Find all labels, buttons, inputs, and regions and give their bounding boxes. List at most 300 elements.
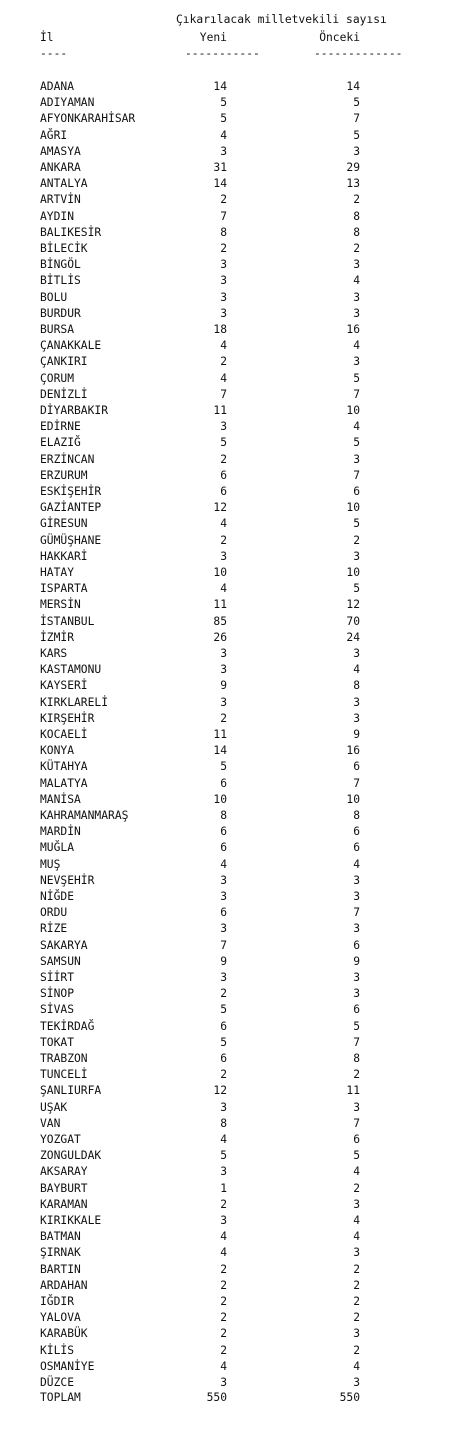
table-row (0, 79, 466, 95)
table-row (0, 192, 466, 208)
table-row (0, 338, 466, 354)
province-name: NİĞDE (40, 890, 75, 903)
onceki-value: 5 (353, 371, 360, 385)
province-name: KÜTAHYA (40, 760, 88, 774)
total-yeni: 550 (206, 1391, 227, 1404)
yeni-value: 1 (220, 1181, 227, 1195)
onceki-value: 2 (353, 193, 360, 207)
table-row (0, 614, 466, 630)
onceki-value: 7 (353, 387, 360, 401)
onceki-value: 8 (353, 679, 360, 693)
province-name: SİİRT (40, 971, 75, 984)
table-row (0, 516, 466, 532)
province-name: KARS (40, 647, 68, 660)
province-name: NEVŞEHİR (40, 873, 95, 887)
table-row (0, 743, 466, 759)
province-name: KASTAMONU (40, 663, 102, 677)
table-row (0, 128, 466, 144)
yeni-value: 3 (220, 873, 227, 887)
table-row (0, 1375, 466, 1391)
province-name: KIRIKKALE (40, 1214, 102, 1227)
separator-row (0, 46, 466, 62)
onceki-value: 3 (353, 647, 360, 660)
onceki-value: 13 (346, 177, 360, 191)
yeni-value: 3 (220, 971, 227, 984)
yeni-value: 3 (220, 144, 227, 158)
yeni-value: 7 (220, 387, 227, 401)
table-row (0, 695, 466, 711)
province-name: TRABZON (40, 1052, 88, 1065)
onceki-value: 16 (346, 744, 360, 758)
province-name: MUĞLA (40, 841, 75, 855)
table-row (0, 1083, 466, 1099)
table-row (0, 225, 466, 241)
table-row (0, 273, 466, 289)
yeni-value: 6 (220, 485, 227, 498)
province-name: RİZE (40, 922, 68, 936)
province-name: DÜZCE (40, 1376, 75, 1389)
table-row (0, 1100, 466, 1116)
onceki-value: 8 (353, 809, 360, 822)
table-row (0, 1002, 466, 1018)
onceki-value: 6 (353, 938, 360, 952)
yeni-value: 4 (220, 1359, 227, 1373)
onceki-value: 2 (353, 1343, 360, 1357)
onceki-value: 3 (353, 290, 360, 304)
yeni-value: 11 (213, 598, 227, 612)
onceki-value: 8 (353, 1052, 360, 1065)
province-name: BİLECİK (40, 242, 88, 255)
onceki-value: 6 (353, 1003, 360, 1017)
column-header-yeni: Yeni (199, 31, 227, 44)
onceki-value: 6 (353, 1133, 360, 1146)
total-row (0, 1390, 466, 1406)
onceki-value: 10 (346, 792, 360, 806)
table-row (0, 970, 466, 986)
onceki-value: 7 (353, 112, 360, 126)
column-header-onceki: Önceki (319, 31, 360, 44)
province-name: KIRKLARELİ (40, 695, 109, 709)
table-row (0, 1278, 466, 1294)
yeni-value: 8 (220, 1116, 227, 1130)
onceki-value: 2 (353, 1311, 360, 1325)
province-name: ŞIRNAK (40, 1246, 81, 1260)
province-name: KARABÜK (40, 1327, 88, 1341)
onceki-value: 11 (346, 1084, 360, 1098)
yeni-value: 3 (220, 663, 227, 677)
province-name: ISPARTA (40, 582, 88, 596)
yeni-value: 3 (220, 274, 227, 288)
province-name: AĞRI (40, 128, 68, 142)
yeni-value: 14 (213, 80, 227, 93)
yeni-value: 6 (220, 841, 227, 855)
yeni-value: 2 (220, 1197, 227, 1211)
yeni-value: 6 (220, 1052, 227, 1065)
yeni-value: 3 (220, 922, 227, 936)
table-row (0, 889, 466, 905)
table-row (0, 387, 466, 403)
province-name: ARTVİN (40, 193, 81, 207)
total-onceki: 550 (339, 1391, 360, 1404)
yeni-value: 5 (220, 96, 227, 110)
province-name: AKSARAY (40, 1165, 88, 1179)
province-name: ŞANLIURFA (40, 1084, 102, 1098)
yeni-value: 5 (220, 1149, 227, 1163)
table-row (0, 1294, 466, 1310)
province-name: İSTANBUL (40, 614, 95, 628)
onceki-value: 3 (353, 987, 360, 1001)
table-row (0, 1132, 466, 1148)
yeni-value: 6 (220, 906, 227, 920)
onceki-value: 4 (353, 339, 360, 353)
yeni-value: 3 (220, 647, 227, 660)
yeni-value: 8 (220, 809, 227, 822)
province-name: BATMAN (40, 1230, 81, 1244)
header-row (0, 30, 466, 46)
table-row (0, 371, 466, 387)
onceki-value: 3 (353, 1246, 360, 1260)
province-name: YOZGAT (40, 1133, 81, 1146)
yeni-value: 10 (213, 792, 227, 806)
onceki-value: 5 (353, 582, 360, 596)
yeni-value: 6 (220, 825, 227, 839)
onceki-value: 3 (353, 971, 360, 984)
province-name: MUŞ (40, 857, 61, 871)
province-name: ÇANKIRI (40, 355, 88, 369)
province-name: SAKARYA (40, 938, 88, 952)
province-name: ESKİŞEHİR (40, 485, 102, 498)
yeni-value: 4 (220, 128, 227, 142)
province-name: ÇORUM (40, 371, 75, 385)
province-name: BURSA (40, 323, 75, 336)
province-name: TOKAT (40, 1035, 75, 1049)
table-row (0, 808, 466, 824)
onceki-value: 3 (353, 452, 360, 466)
onceki-value: 7 (353, 1116, 360, 1130)
province-name: AFYONKARAHİSAR (40, 112, 136, 126)
onceki-value: 2 (353, 1181, 360, 1195)
yeni-value: 12 (213, 1084, 227, 1098)
yeni-value: 2 (220, 452, 227, 466)
yeni-value: 4 (220, 371, 227, 385)
onceki-value: 8 (353, 209, 360, 223)
onceki-value: 5 (353, 517, 360, 531)
onceki-value: 3 (353, 549, 360, 563)
yeni-value: 5 (220, 1003, 227, 1017)
onceki-value: 3 (353, 355, 360, 369)
table-row (0, 727, 466, 743)
table-row (0, 646, 466, 662)
table-row (0, 549, 466, 565)
province-name: MANİSA (40, 792, 81, 806)
onceki-value: 8 (353, 225, 360, 239)
table-row (0, 954, 466, 970)
onceki-value: 3 (353, 1376, 360, 1389)
onceki-value: 3 (353, 890, 360, 903)
onceki-value: 3 (353, 873, 360, 887)
onceki-value: 9 (353, 954, 360, 968)
table-row (0, 1326, 466, 1342)
province-name: BARTIN (40, 1262, 81, 1276)
onceki-value: 2 (353, 1068, 360, 1082)
yeni-value: 5 (220, 112, 227, 126)
province-name: KIRŞEHİR (40, 711, 95, 725)
onceki-value: 7 (353, 906, 360, 920)
table-row (0, 160, 466, 176)
onceki-value: 2 (353, 533, 360, 547)
province-name: ELAZIĞ (40, 436, 81, 450)
onceki-value: 4 (353, 274, 360, 288)
table-row (0, 565, 466, 581)
table-row (0, 403, 466, 419)
province-name: ZONGULDAK (40, 1149, 102, 1163)
onceki-value: 6 (353, 485, 360, 498)
province-name: KOCAELİ (40, 728, 88, 741)
table-row (0, 776, 466, 792)
onceki-value: 29 (346, 161, 360, 174)
table-row (0, 1245, 466, 1261)
yeni-value: 6 (220, 468, 227, 482)
table-row (0, 95, 466, 111)
yeni-value: 2 (220, 193, 227, 207)
province-name: BAYBURT (40, 1181, 88, 1195)
yeni-value: 11 (213, 728, 227, 741)
yeni-value: 2 (220, 242, 227, 255)
table-row (0, 711, 466, 727)
onceki-value: 10 (346, 404, 360, 417)
yeni-value: 2 (220, 711, 227, 725)
onceki-value: 5 (353, 1149, 360, 1163)
table-row (0, 1164, 466, 1180)
province-name: ÇANAKKALE (40, 339, 102, 353)
onceki-value: 2 (353, 242, 360, 255)
yeni-value: 4 (220, 1230, 227, 1244)
table-row (0, 759, 466, 775)
province-name: ERZİNCAN (40, 452, 95, 466)
onceki-value: 70 (346, 614, 360, 628)
province-name: TUNCELİ (40, 1068, 88, 1082)
province-name: GAZİANTEP (40, 501, 102, 515)
yeni-value: 14 (213, 177, 227, 191)
yeni-value: 2 (220, 987, 227, 1001)
yeni-value: 31 (213, 161, 227, 174)
yeni-value: 4 (220, 339, 227, 353)
onceki-value: 4 (353, 1230, 360, 1244)
onceki-value: 2 (353, 1295, 360, 1308)
onceki-value: 3 (353, 1100, 360, 1114)
table-row (0, 1019, 466, 1035)
table-row (0, 662, 466, 678)
yeni-value: 4 (220, 582, 227, 596)
column-header-il: İl (40, 31, 54, 44)
table-row (0, 581, 466, 597)
table-row (0, 176, 466, 192)
onceki-value: 2 (353, 1278, 360, 1292)
table-row (0, 840, 466, 856)
table-row (0, 678, 466, 694)
province-name: SAMSUN (40, 954, 81, 968)
table-row (0, 322, 466, 338)
yeni-value: 2 (220, 533, 227, 547)
separator-il: ---- (40, 47, 68, 60)
province-name: ADANA (40, 80, 75, 93)
yeni-value: 3 (220, 290, 227, 304)
province-name: AMASYA (40, 144, 81, 158)
yeni-value: 26 (213, 630, 227, 644)
table-title: Çıkarılacak milletvekili sayısı (176, 13, 387, 26)
table-row (0, 1051, 466, 1067)
onceki-value: 4 (353, 1214, 360, 1227)
table-row (0, 1148, 466, 1164)
province-name: EDİRNE (40, 420, 81, 434)
yeni-value: 5 (220, 436, 227, 450)
yeni-value: 7 (220, 938, 227, 952)
yeni-value: 3 (220, 1376, 227, 1389)
province-name: UŞAK (40, 1100, 68, 1114)
table-row (0, 533, 466, 549)
table-row (0, 419, 466, 435)
table-row (0, 792, 466, 808)
yeni-value: 9 (220, 679, 227, 693)
onceki-value: 4 (353, 1359, 360, 1373)
table-row (0, 905, 466, 921)
yeni-value: 5 (220, 1035, 227, 1049)
yeni-value: 2 (220, 1311, 227, 1325)
table-row (0, 1067, 466, 1083)
yeni-value: 4 (220, 857, 227, 871)
table-row (0, 1310, 466, 1326)
province-name: BALIKESİR (40, 225, 102, 239)
province-name: YALOVA (40, 1311, 81, 1325)
onceki-value: 3 (353, 1327, 360, 1341)
onceki-value: 3 (353, 711, 360, 725)
table-row (0, 938, 466, 954)
onceki-value: 5 (353, 1019, 360, 1033)
yeni-value: 14 (213, 744, 227, 758)
province-name: ANTALYA (40, 177, 88, 191)
province-name: IĞDIR (40, 1295, 75, 1308)
onceki-value: 10 (346, 501, 360, 515)
table-row (0, 354, 466, 370)
yeni-value: 6 (220, 1019, 227, 1033)
onceki-value: 4 (353, 420, 360, 434)
table-row (0, 1197, 466, 1213)
table-row (0, 1181, 466, 1197)
yeni-value: 4 (220, 1133, 227, 1146)
onceki-value: 6 (353, 825, 360, 839)
table-row (0, 824, 466, 840)
province-name: KİLİS (40, 1343, 75, 1357)
onceki-value: 6 (353, 841, 360, 855)
yeni-value: 2 (220, 1278, 227, 1292)
yeni-value: 85 (213, 614, 227, 628)
table-row (0, 630, 466, 646)
table-row (0, 306, 466, 322)
table-row (0, 111, 466, 127)
onceki-value: 24 (346, 630, 360, 644)
yeni-value: 4 (220, 1246, 227, 1260)
province-name: MERSİN (40, 598, 81, 612)
table-row (0, 1229, 466, 1245)
yeni-value: 3 (220, 890, 227, 903)
table-row (0, 290, 466, 306)
table-row (0, 468, 466, 484)
table-row (0, 452, 466, 468)
onceki-value: 3 (353, 144, 360, 158)
province-name: HATAY (40, 566, 75, 579)
table-row (0, 144, 466, 160)
yeni-value: 3 (220, 1165, 227, 1179)
onceki-value: 4 (353, 663, 360, 677)
province-name: KARAMAN (40, 1197, 88, 1211)
table-row (0, 986, 466, 1002)
table-row (0, 921, 466, 937)
yeni-value: 12 (213, 501, 227, 515)
yeni-value: 18 (213, 323, 227, 336)
province-name: BİNGÖL (40, 258, 81, 272)
province-name: ARDAHAN (40, 1278, 88, 1292)
yeni-value: 2 (220, 1327, 227, 1341)
province-name: GİRESUN (40, 517, 88, 531)
province-name: OSMANİYE (40, 1359, 95, 1373)
province-name: ERZURUM (40, 468, 88, 482)
onceki-value: 10 (346, 566, 360, 579)
yeni-value: 4 (220, 517, 227, 531)
onceki-value: 4 (353, 857, 360, 871)
province-name: BURDUR (40, 306, 81, 320)
onceki-value: 2 (353, 1262, 360, 1276)
table-row (0, 241, 466, 257)
yeni-value: 11 (213, 404, 227, 417)
province-name: KAHRAMANMARAŞ (40, 809, 129, 822)
onceki-value: 6 (353, 760, 360, 774)
table-row (0, 873, 466, 889)
table-row (0, 209, 466, 225)
yeni-value: 2 (220, 1343, 227, 1357)
province-name: SİNOP (40, 987, 75, 1001)
yeni-value: 2 (220, 1262, 227, 1276)
onceki-value: 5 (353, 436, 360, 450)
table-row (0, 1343, 466, 1359)
province-name: ADIYAMAN (40, 96, 95, 110)
province-name: BOLU (40, 290, 68, 304)
onceki-value: 7 (353, 1035, 360, 1049)
table-row (0, 1359, 466, 1375)
yeni-value: 2 (220, 1068, 227, 1082)
yeni-value: 8 (220, 225, 227, 239)
table-row (0, 597, 466, 613)
table-row (0, 435, 466, 451)
onceki-value: 16 (346, 323, 360, 336)
table-row (0, 1035, 466, 1051)
province-name: TEKİRDAĞ (40, 1019, 95, 1033)
yeni-value: 2 (220, 355, 227, 369)
table-row (0, 1116, 466, 1132)
province-name: KAYSERİ (40, 679, 88, 693)
onceki-value: 7 (353, 468, 360, 482)
separator-onceki: ------------- (314, 47, 403, 60)
province-name: AYDIN (40, 209, 75, 223)
province-name: DİYARBAKIR (40, 404, 109, 417)
province-name: VAN (40, 1116, 61, 1130)
yeni-value: 3 (220, 420, 227, 434)
province-name: DENİZLİ (40, 387, 88, 401)
yeni-value: 3 (220, 695, 227, 709)
onceki-value: 9 (353, 728, 360, 741)
onceki-value: 7 (353, 776, 360, 790)
onceki-value: 3 (353, 306, 360, 320)
yeni-value: 3 (220, 306, 227, 320)
